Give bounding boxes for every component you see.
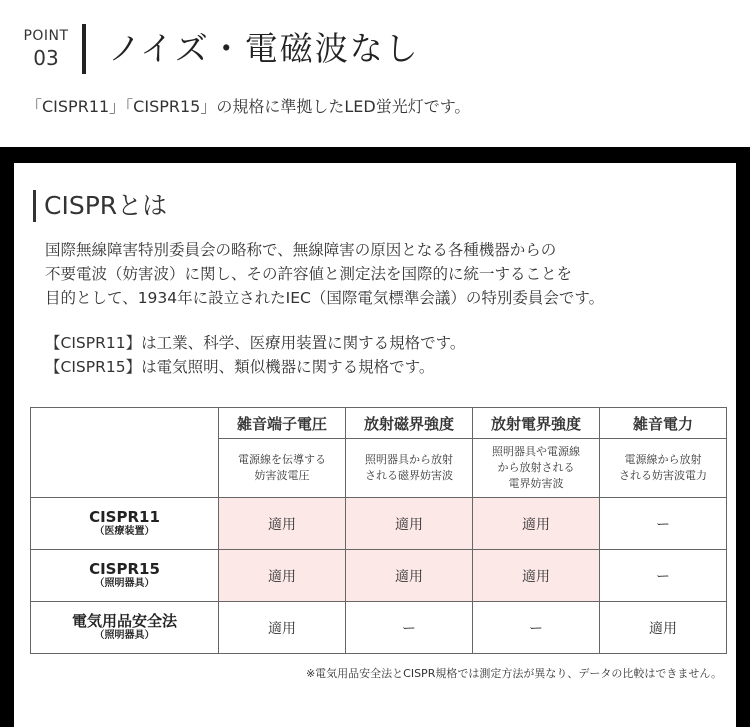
title-divider (82, 24, 86, 74)
footnote: ※電気用品安全法とCISPR規格では測定方法が異なり、データの比較はできません。 (305, 667, 722, 680)
table-cell: ー (600, 498, 727, 550)
comparison-table (30, 407, 727, 654)
row-header (31, 602, 219, 654)
section-title-bar (33, 190, 36, 222)
row-header (31, 550, 219, 602)
table-cell: 適用 (473, 550, 600, 602)
column-description (600, 439, 727, 498)
point-label: POINT (23, 28, 69, 44)
table-header-row (31, 408, 727, 439)
table-cell: 適用 (346, 550, 473, 602)
row-name: CISPR11 (89, 508, 160, 526)
description-line: 照明器具から放射 (365, 453, 453, 466)
table-cell: ー (473, 602, 600, 654)
table-cell: ー (346, 602, 473, 654)
table-cell: 適用 (346, 498, 473, 550)
description-line: 電源線を伝導する (238, 453, 326, 466)
row-name: 電気用品安全法 (71, 612, 177, 630)
column-description (473, 439, 600, 498)
column-header: 雑音電力 (600, 408, 727, 439)
row-subname: （照明器具） (94, 630, 155, 641)
column-header: 放射磁界強度 (346, 408, 473, 439)
table-corner-cell (31, 408, 219, 498)
column-description (346, 439, 473, 498)
column-header: 雑音端子電圧 (219, 408, 346, 439)
description-line: から放射される (497, 461, 575, 474)
column-description (219, 439, 346, 498)
row-name: CISPR15 (89, 560, 160, 578)
definition-cispr15: 【CISPR15】は電気照明、類似機器に関する規格です。 (45, 358, 435, 376)
row-subname: （照明器具） (94, 578, 155, 589)
section-title: CISPRとは (44, 191, 168, 220)
definition-cispr11: 【CISPR11】は工業、科学、医療用装置に関する規格です。 (45, 334, 466, 352)
column-header: 放射電界強度 (473, 408, 600, 439)
paragraph-line-2: 不要電波（妨害波）に関し、その許容値と測定法を国際的に統一することを (45, 265, 573, 283)
page-title: ノイズ・電磁波なし (108, 29, 420, 68)
table-cell: 適用 (219, 602, 346, 654)
row-subname: （医療装置） (94, 526, 155, 537)
description-line: 照明器具や電源線 (492, 445, 580, 458)
paragraph-line-3: 目的として、1934年に設立されたIEC（国際電気標準会議）の特別委員会です。 (45, 289, 605, 307)
table-cell: 適用 (600, 602, 727, 654)
paragraph-line-1: 国際無線障害特別委員会の略称で、無線障害の原因となる各種機器からの (45, 241, 557, 259)
description-line: 電界妨害波 (508, 477, 564, 490)
description-line: 妨害波電圧 (254, 469, 310, 482)
description-line: される磁界妨害波 (365, 469, 453, 482)
page-subtitle: 「CISPR11」「CISPR15」の規格に準拠したLED蛍光灯です。 (26, 97, 471, 116)
table-cell: 適用 (219, 550, 346, 602)
row-header (31, 498, 219, 550)
table-cell: 適用 (219, 498, 346, 550)
table-row-denan (31, 602, 727, 654)
table-row-cispr15 (31, 550, 727, 602)
table-cell: 適用 (473, 498, 600, 550)
description-line: 電源線から放射 (624, 453, 702, 466)
table-cell: ー (600, 550, 727, 602)
point-number: 03 (33, 46, 59, 70)
description-line: される妨害波電力 (619, 469, 707, 482)
table-row-cispr11 (31, 498, 727, 550)
point-badge (18, 28, 74, 70)
